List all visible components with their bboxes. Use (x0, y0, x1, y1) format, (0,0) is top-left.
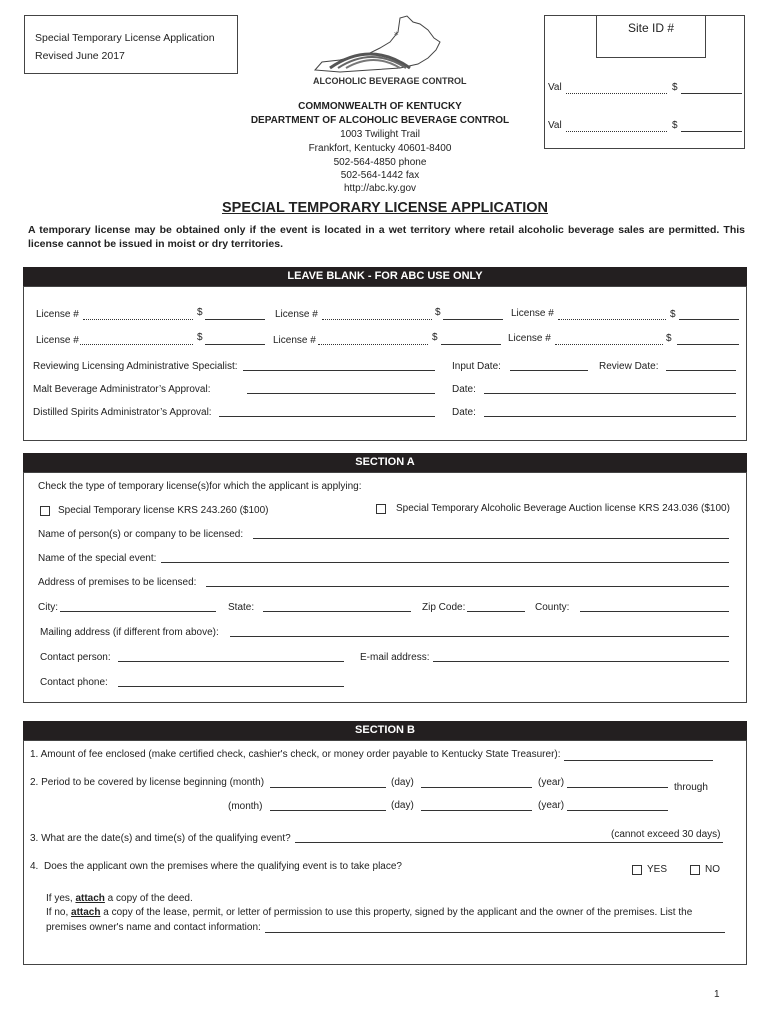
dollar-label-2: $ (435, 307, 441, 318)
license-field-2[interactable] (322, 319, 432, 320)
through-label: through (674, 782, 708, 793)
option1-checkbox[interactable] (40, 506, 50, 516)
amount-field-1[interactable] (205, 319, 265, 320)
email-field[interactable] (433, 661, 729, 662)
section-b-header: SECTION B (23, 721, 747, 740)
malt-date-label: Date: (452, 384, 476, 395)
license-label-5: License # (273, 335, 316, 346)
review-date-field[interactable] (666, 370, 736, 371)
svg-text:*: * (394, 31, 399, 41)
address-label: Address of premises to be licensed: (38, 577, 197, 588)
malt-date-field[interactable] (484, 393, 736, 394)
val-amount-1[interactable] (681, 93, 742, 94)
q1-label: 1. Amount of fee enclosed (make certified check, cashier's check, or money order payable to Kentucky State Treasurer): (30, 749, 561, 760)
page-number: 1 (714, 989, 720, 1000)
name-person-field[interactable] (253, 538, 729, 539)
agency-url[interactable]: http://abc.ky.gov (343, 183, 417, 194)
license-field-5[interactable] (318, 344, 428, 345)
state-label: State: (228, 602, 255, 613)
agency-address: 1003 Twilight Trail (340, 129, 420, 140)
page-title: SPECIAL TEMPORARY LICENSE APPLICATION (221, 200, 549, 216)
license-field-4[interactable] (80, 344, 193, 345)
amount-field-5[interactable] (441, 344, 501, 345)
yes-label: YES (647, 864, 668, 875)
license-label-3: License # (511, 308, 554, 319)
email-label: E-mail address: (360, 652, 430, 663)
form-revised: Revised June 2017 (35, 50, 125, 62)
end-day-field[interactable] (421, 810, 532, 811)
license-field-6[interactable] (555, 344, 663, 345)
section-a-instruction: Check the type of temporary license(s)for which the applicant is applying: (38, 481, 362, 492)
section-a-header: SECTION A (23, 453, 747, 472)
no-checkbox[interactable] (690, 865, 700, 875)
agency-line1: COMMONWEALTH OF KENTUCKY (298, 101, 462, 112)
attach-emphasis-2: attach (71, 907, 101, 918)
dollar-label-1: $ (197, 307, 203, 318)
address-field[interactable] (206, 586, 729, 587)
attach-emphasis-1: attach (75, 893, 105, 904)
end-month-field[interactable] (270, 810, 386, 811)
owner-info-label: premises owner's name and contact information: (46, 922, 261, 933)
agency-city: Frankfort, Kentucky 40601-8400 (308, 143, 452, 154)
q3-field[interactable] (295, 842, 723, 843)
q1-field[interactable] (564, 760, 713, 761)
contact-person-label: Contact person: (40, 652, 111, 663)
cannot-exceed-label: (cannot exceed 30 days) (611, 829, 721, 840)
q4-number: 4. (30, 861, 39, 872)
if-no-suffix: a copy of the lease, permit, or letter of permission to use this property, signed by the applicant and the owner of the premises. List the (100, 907, 693, 918)
dollar-2: $ (672, 120, 678, 131)
if-yes-suffix: a copy of the deed. (104, 893, 193, 904)
name-event-field[interactable] (161, 562, 729, 563)
license-label-4: License # (36, 335, 79, 346)
begin-year-field[interactable] (567, 787, 668, 788)
val-field-1[interactable] (566, 93, 667, 94)
malt-label: Malt Beverage Administrator’s Approval: (33, 384, 211, 395)
agency-phone: 502-564-4850 phone (333, 157, 427, 168)
name-person-label: Name of person(s) or company to be licensed: (38, 529, 244, 540)
val-label-2: Val (548, 120, 562, 131)
license-label-6: License # (508, 333, 551, 344)
license-label-1: License # (36, 309, 79, 320)
owner-info-field[interactable] (265, 932, 725, 933)
license-field-1[interactable] (83, 319, 193, 320)
end-month-label: (month) (228, 801, 263, 812)
dollar-label-5: $ (432, 332, 438, 343)
malt-field[interactable] (247, 393, 435, 394)
option2-label: Special Temporary Alcoholic Beverage Auction license KRS 243.036 ($100) (396, 503, 730, 514)
site-id-label: Site ID # (628, 21, 675, 35)
amount-field-2[interactable] (443, 319, 503, 320)
county-label: County: (535, 602, 570, 613)
no-label: NO (705, 864, 720, 875)
name-event-label: Name of the special event: (38, 553, 157, 564)
contact-person-field[interactable] (118, 661, 344, 662)
review-date-label: Review Date: (599, 361, 659, 372)
amount-field-6[interactable] (677, 344, 739, 345)
form-title: Special Temporary License Application (35, 32, 215, 44)
amount-field-4[interactable] (205, 344, 265, 345)
if-yes-text (46, 893, 193, 904)
begin-day-label: (day) (391, 777, 414, 788)
contact-phone-field[interactable] (118, 686, 344, 687)
if-no-prefix: If no, (46, 907, 72, 918)
input-date-field[interactable] (510, 370, 588, 371)
zip-field[interactable] (467, 611, 525, 612)
end-year-label: (year) (538, 800, 565, 811)
dollar-label-4: $ (197, 332, 203, 343)
mailing-label: Mailing address (if different from above): (40, 627, 219, 638)
abc-use-header: LEAVE BLANK - FOR ABC USE ONLY (23, 267, 747, 286)
intro-text: A temporary license may be obtained only if the event is located in a wet territory where retail alcoholic beverage sales are permitted. This license cannot be issued in moist or dry territories. (28, 224, 745, 250)
city-label: City: (38, 602, 58, 613)
val-amount-2[interactable] (681, 131, 742, 132)
dollar-1: $ (672, 82, 678, 93)
mailing-field[interactable] (230, 636, 729, 637)
contact-phone-label: Contact phone: (40, 677, 108, 688)
distilled-field[interactable] (219, 416, 435, 417)
state-field[interactable] (263, 611, 411, 612)
q4-label: Does the applicant own the premises where the qualifying event is to take place? (44, 861, 402, 872)
if-yes-prefix: If yes, (46, 893, 76, 904)
agency-line2: DEPARTMENT OF ALCOHOLIC BEVERAGE CONTROL (250, 115, 510, 126)
license-field-3[interactable] (558, 319, 666, 320)
dollar-label-3: $ (670, 309, 676, 320)
dollar-label-6: $ (666, 333, 672, 344)
q2-label: 2. Period to be covered by license beginning (month) (30, 777, 265, 788)
amount-field-3[interactable] (679, 319, 739, 320)
reviewing-field[interactable] (243, 370, 435, 371)
city-field[interactable] (60, 611, 216, 612)
if-no-text (46, 907, 692, 918)
distilled-date-field[interactable] (484, 416, 736, 417)
begin-day-field[interactable] (421, 787, 532, 788)
yes-checkbox[interactable] (632, 865, 642, 875)
reviewing-label: Reviewing Licensing Administrative Specialist: (33, 361, 238, 372)
q3-label: 3. What are the date(s) and time(s) of the qualifying event? (30, 833, 291, 844)
distilled-label: Distilled Spirits Administrator’s Approval: (33, 407, 212, 418)
begin-month-field[interactable] (270, 787, 386, 788)
val-field-2[interactable] (566, 131, 667, 132)
license-label-2: License # (275, 309, 318, 320)
form-title-box (24, 15, 238, 74)
agency-fax: 502-564-1442 fax (340, 170, 420, 181)
county-field[interactable] (580, 611, 729, 612)
option2-checkbox[interactable] (376, 504, 386, 514)
distilled-date-label: Date: (452, 407, 476, 418)
logo-text: ALCOHOLIC BEVERAGE CONTROL (313, 76, 467, 86)
val-label-1: Val (548, 82, 562, 93)
begin-year-label: (year) (538, 777, 565, 788)
end-day-label: (day) (391, 800, 414, 811)
end-year-field[interactable] (567, 810, 668, 811)
zip-label: Zip Code: (422, 602, 466, 613)
input-date-label: Input Date: (452, 361, 501, 372)
option1-label: Special Temporary license KRS 243.260 ($100) (58, 505, 269, 516)
